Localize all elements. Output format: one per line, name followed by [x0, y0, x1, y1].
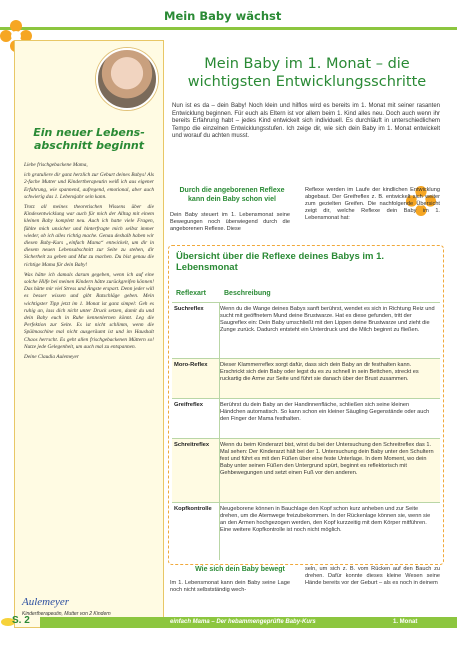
page-title: Mein Baby im 1. Monat – die wichtigsten Entwicklungsschritte: [187, 56, 427, 90]
body-text: Im 1. Lebensmonat kann dein Baby seine Lage noch nicht selbstständig wech-: [170, 580, 290, 594]
reflex-name: Greifreflex: [174, 402, 203, 408]
reflex-name: Suchreflex: [174, 306, 204, 312]
sidebar-paragraph: Liebe frischgebackene Mama,: [24, 162, 88, 168]
table-row: [172, 502, 440, 560]
page-number: S. 2: [12, 615, 30, 626]
reflex-name: Kopfkontrolle: [174, 506, 212, 512]
table-row: [172, 302, 440, 358]
footer-brand: einfach Mama – Der hebammengeprüfte Baby-Kurs: [170, 619, 316, 625]
intro-text: Nun ist es da – dein Baby! Noch klein und hilflos wird es bereits im 1. Monat mit seiner rasanten Entwicklung beginnen. Für euch als Eltern ist vor allem beim 1. Kind alles neu. Doch auch wenn ihr bereits Erfahrung habt – jedes Kind entwickelt sich individuell. Es durchläuft in unterschiedlichem Tempo die einzelnen Entwicklungsstufen. Ich zeige dir, wie sich dein Baby im 1. Monat entwickelt und worauf du achten musst.: [172, 103, 440, 139]
subheading: Durch die angeborenen Reflexe kann dein Baby schon viel: [179, 187, 285, 203]
reflex-description: Neugeborene können in Bauchlage den Kopf schon kurz anheben und zur Seite drehen, um die Atemwege freizubekommen. In der Rückenlage können sie, wenn sie an den Armen hochgezogen werden, den Kopf kurzzeitig mit dem Körper mitführen. Eine weitere Kopfkontrolle ist noch nicht möglich.: [220, 506, 431, 533]
signature-caption: Kindertherapeutin, Mutter von 2 Kindern: [22, 611, 111, 617]
reflex-description: Wenn du die Wange deines Babys sanft berührst, wendet es sich in Richtung Reiz und sucht mit geöffnetem Mund deine Brustwarze. Hat es diese gefunden, tritt der Saugreflex ein: Dein Baby umschließt mit den Lippen deine Brustwarze und zieht die Zunge zurück. Dadurch entsteht ein Unterdruck und die Milch beginnt zu fließen.: [220, 306, 435, 333]
sidebar-text: [24, 162, 154, 364]
subheading: Wie sich dein Baby bewegt: [195, 566, 285, 573]
footer-section: 1. Monat: [393, 619, 418, 625]
table-header-description: Beschreibung: [224, 290, 271, 297]
sidebar-paragraph: Deine Claudia Aulemeyer: [24, 354, 79, 361]
author-portrait: [96, 48, 158, 110]
signature: Aulemeyer: [22, 596, 70, 608]
body-text: seln, um sich z. B. vom Rücken auf den Bauch zu drehen. Dafür konnte dieses kleine Wesen seine Hände bereits vor der Geburt – als es noch in deinem: [305, 566, 440, 587]
reflex-description: Dieser Klammerreflex sorgt dafür, dass sich dein Baby an dir festhalten kann. Erschrickt sich dein Baby oder legst du es zu schnell in sein Bettchen, streckt es ruckartig die Arme zur Seite und führt sie danach über der Brust zusammen.: [220, 362, 419, 382]
table-header-reflexart: Reflexart: [176, 290, 206, 297]
sidebar-heading: Ein neuer Lebens-abschnitt beginnt: [33, 126, 145, 152]
table-title: Übersicht über die Reflexe deines Babys im 1. Lebensmonat: [176, 251, 385, 273]
body-text: Reflexe werden im Laufe der kindlichen Entwicklung abgebaut. Der Greifreflex z. B. entwickelt sich weiter zum gezielten Greifen. Die nachfolgende Übersicht zeigt dir, welche Reflexe dein Baby im 1. Lebensmonat hat:: [305, 187, 440, 221]
table-row: [172, 358, 440, 398]
reflex-name: Schreitreflex: [174, 442, 210, 448]
reflex-name: Moro-Reflex: [174, 362, 208, 368]
table-row: [172, 438, 440, 502]
header-title: Mein Baby wächst: [164, 9, 282, 23]
sidebar-paragraph: ich gratuliere dir ganz herzlich zur Geburt deines Babys! Als 2-fache Mutter und Kindertherapeutin weiß ich aus eigener Erfahrung, wie spannend, aufregend, emotional, aber auch schwierig das 1. Lebensjahr sein kann.: [24, 172, 154, 200]
reflex-description: Berührst du dein Baby an der Handinnenfläche, schließen sich seine kleinen Händchen automatisch. So kann schon ein kleiner Säugling Gegenstände oder auch den Finger der Mama festhalten.: [220, 402, 430, 422]
body-text: Dein Baby steuert im 1. Lebensmonat seine Bewegungen noch überwiegend durch die angeborenen Reflexe. Diese: [170, 212, 290, 232]
page-footer: [0, 617, 457, 646]
page-header: [0, 0, 457, 31]
header-stripe: [0, 27, 457, 30]
table-row: [172, 398, 440, 438]
sidebar-paragraph: Trotz all meines theoretischen Wissens über die Kindesentwicklung war auch für mich der Alltag mit einem kleinen Baby komplett neu. Auch ich hatte viele Fragen, fühlte mich unsicher und hinterfragte mich selbst immer wieder, ob ich alles richtig mache. Genau deshalb haben wir diesen Baby-Kurs „einfach Mama“ entwickelt, um dir in diesem neuen Lebensabschnitt zur Seite zu stehen, dir Sicherheit zu geben und Mut zu machen. Du bist genau die richtige Mama für dein Baby!: [24, 204, 154, 268]
table-divider: [219, 302, 220, 560]
sidebar-paragraph: Was hätte ich damals darum gegeben, wenn ich auf eine solche Hilfe bei meinen Kindern hätte zurückgreifen können! Das hätte mir viel Stress und Ängste erspart. Denn jeder will es besser wissen und gibt Ratschläge geben. Mein wichtigster Tipp jetzt im 1. Monat ist ganz simpel: Geh es ruhig an, lass dich nicht unter Druck setzen, damit du und dein Baby euch in Ruhe kennenlernen könnt. Leg die Perfektion zur Seite. Es ist nicht schlimm, wenn die Spülmaschine mal nicht ausgeräumt ist und im Haushalt Chaos herrscht. Es geht allen frischgebackenen Müttern so! Nutze jede Gelegenheit, um auch mal zu entspannen.: [24, 271, 154, 350]
reflex-description: Wenn du beim Kinderarzt bist, wirst du bei der Untersuchung den Schreitreflex das 1. Mal sehen: Der Kinderarzt hält bei der 1. Untersuchung dein Baby unter den Schultern fest und führt es mit den Füßen über eine feste Unterlage. In dem Moment, wo dein Baby unter seinen Füßen den Untergrund spürt, beginnt es reflektorisch mit Gehbewegungen und setzt einen Fuß vor den anderen.: [220, 442, 434, 476]
